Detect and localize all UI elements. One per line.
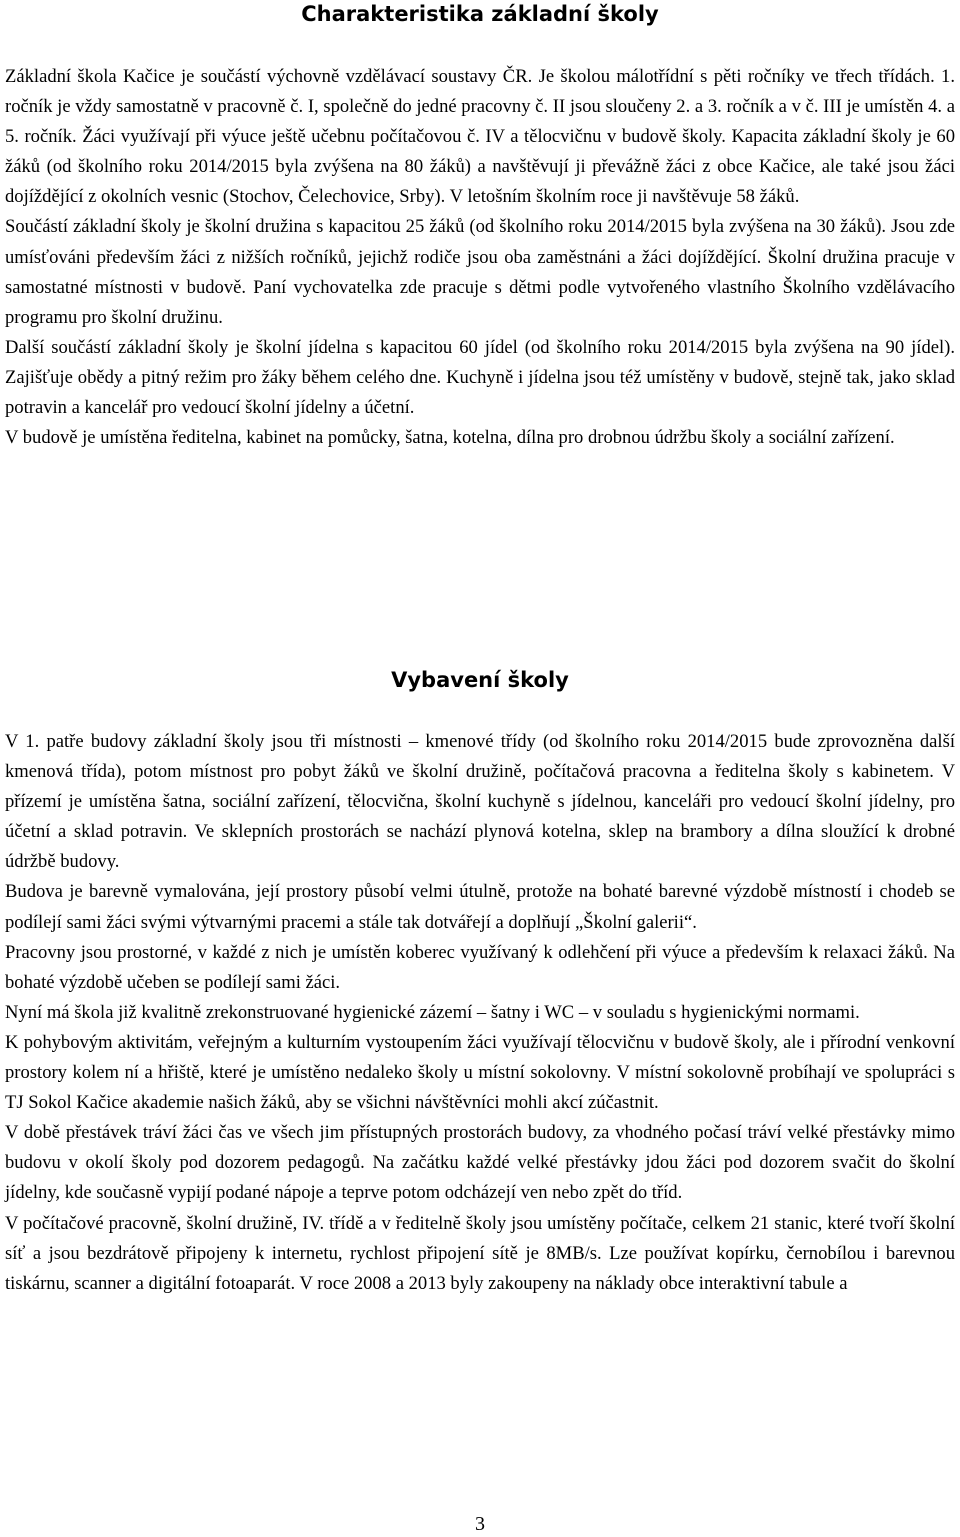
paragraph: Nyní má škola již kvalitně zrekonstruované hygienické zázemí – šatny i WC – v souladu s hygienickými normami. [5, 1001, 860, 1023]
section-body-equipment [5, 727, 955, 1299]
page-number: 3 [475, 1513, 485, 1535]
paragraph: Základní škola Kačice je součástí výchovně vzdělávací soustavy ČR. Je školou málotřídní s pěti ročníky ve třech třídách. 1. ročník je vždy samostatně v pracovně č. I, společně do jedné pracovny č. II jsou sloučeny 2. a 3. ročník a v č. III je umístěn 4. a 5. ročník. Žáci využívají při výuce ještě učebnu počítačovou č. IV a tělocvičnu v budově školy. Kapacita základní školy je 60 žáků (od školního roku 2014/2015 byla zvýšena na 80 žáků) a navštěvují ji převážně žáci z obce Kačice, ale také jsou žáci dojíždějící z okolních vesnic (Stochov, Čelechovice, Srby). V letošním školním roce ji navštěvuje 58 žáků. [5, 66, 955, 208]
paragraph: Budova je barevně vymalována, její prostory působí velmi útulně, protože na bohaté barevné výzdobě místností i chodeb se podílejí sami žáci svými výtvarnými pracemi a stále tak dotvářejí a doplňují „Školní galerii“. [5, 881, 955, 933]
paragraph: Pracovny jsou prostorné, v každé z nich je umístěn koberec využívaný k odlehčení při výuce a především k relaxaci žáků. Na bohaté výzdobě učeben se podílejí sami žáci. [5, 941, 955, 993]
paragraph: V době přestávek tráví žáci čas ve všech jim přístupných prostorách budovy, za vhodného počasí tráví velké přestávky mimo budovu v okolí školy pod dozorem pedagogů. Na začátku každé velké přestávky jdou žáci pod dozorem svačit do školní jídelny, kde současně vypijí podané nápoje a teprve potom odcházejí ven nebo zpět do tříd. [5, 1122, 955, 1204]
paragraph: V budově je umístěna ředitelna, kabinet na pomůcky, šatna, kotelna, dílna pro drobnou údržbu školy a sociální zařízení. [5, 427, 895, 449]
section-body-characteristics [5, 62, 955, 453]
section-title-characteristics: Charakteristika základní školy [301, 2, 659, 26]
paragraph: Součástí základní školy je školní družina s kapacitou 25 žáků (od školního roku 2014/2015 byla zvýšena na 30 žáků). Jsou zde umísťováni především žáci z nižších ročníků, jejichž rodiče jsou oba zaměstnáni a žáci dojíždějící. Školní družina pracuje v samostatné místnosti v budově. Paní vychovatelka zde pracuje s dětmi podle vytvořeného vlastního Školního vzdělávacího programu pro školní družinu. [5, 216, 955, 328]
paragraph: V 1. patře budovy základní školy jsou tři místnosti – kmenové třídy (od školního roku 2014/2015 bude zprovozněna další kmenová třída), potom místnost pro pobyt žáků ve školní družině, počítačová pracovna a ředitelna školy s kabinetem. V přízemí je umístěna šatna, sociální zařízení, tělocvična, školní kuchyně s jídelnou, kanceláři pro vedoucí školní jídelny, pro účetní a sklad potravin. Ve sklepních prostorách se nachází plynová kotelna, sklep na brambory a dílna sloužící k drobné údržbě budovy. [5, 731, 955, 873]
paragraph: V počítačové pracovně, školní družině, IV. třídě a v ředitelně školy jsou umístěny počítače, celkem 21 stanic, které tvoří školní síť a jsou bezdrátově připojeny k internetu, rychlost připojení sítě je 8MB/s. Lze používat kopírku, černobílou i barevnou tiskárnu, scanner a digitální fotoaparát. V roce 2008 a 2013 byly zakoupeny na náklady obce interaktivní tabule a [5, 1212, 955, 1294]
paragraph: Další součástí základní školy je školní jídelna s kapacitou 60 jídel (od školního roku 2014/2015 byla zvýšena na 90 jídel). Zajišťuje obědy a pitný režim pro žáky během celého dne. Kuchyně i jídelna jsou též umístěny v budově, stejně tak, jako sklad potravin a kancelář pro vedoucí školní jídelny a účetní. [5, 336, 955, 419]
section-title-equipment: Vybavení školy [391, 668, 569, 692]
paragraph: K pohybovým aktivitám, veřejným a kulturním vystoupením žáci využívají tělocvičnu v budově školy, ale i přírodní venkovní prostory kolem ní a hřiště, které je umístěno nedaleko školy u místní sokolovny. V místní sokolovně probíhají ve spolupráci s TJ Sokol Kačice akademie našich žáků, aby se všichni návštěvníci mohli akcí zúčastnit. [5, 1031, 955, 1114]
